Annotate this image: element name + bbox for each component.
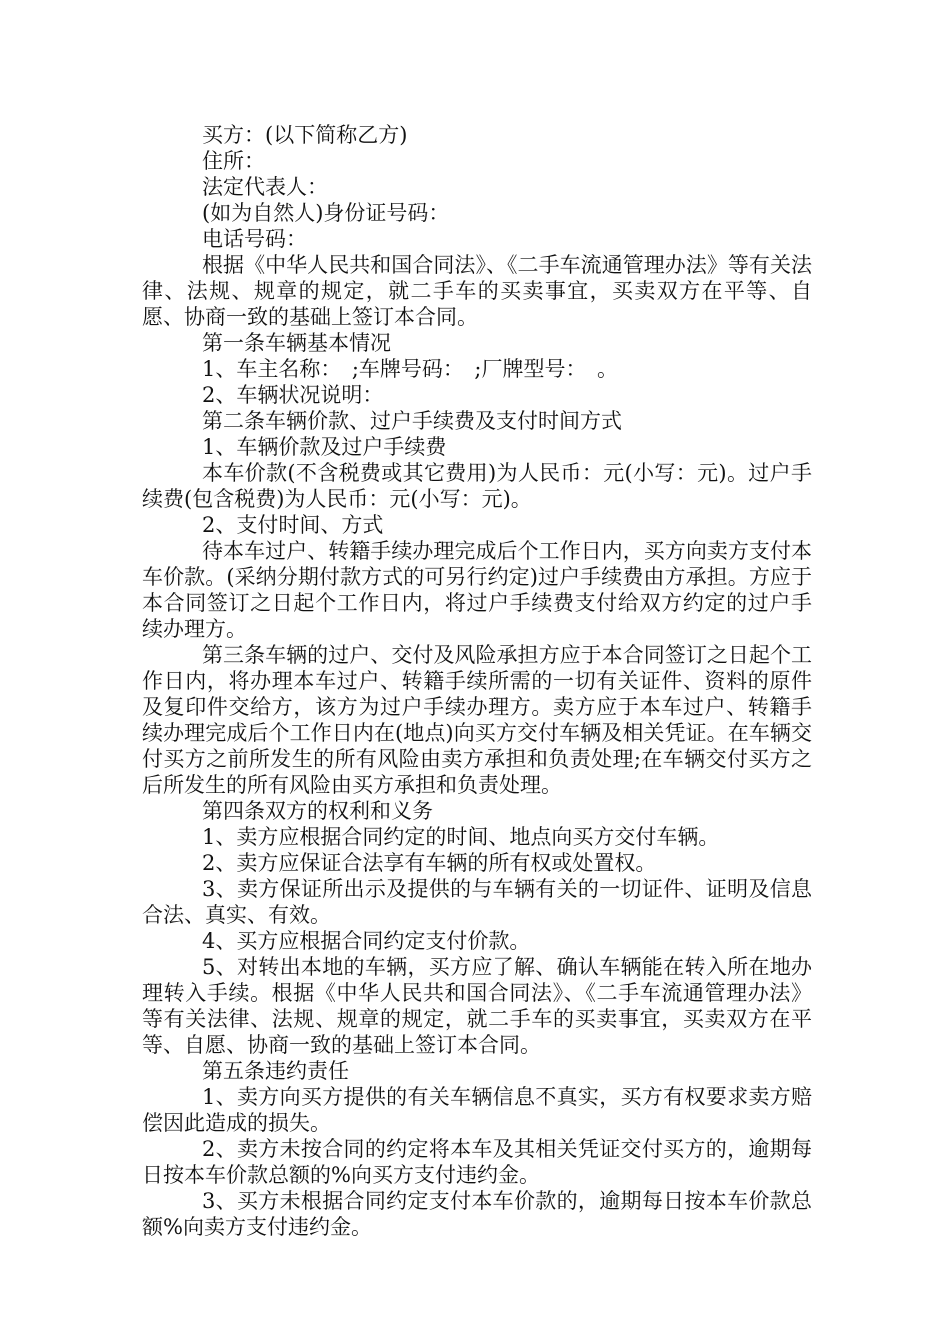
contract-page bbox=[142, 122, 812, 1240]
article-1-item-2: 2、车辆状况说明： bbox=[202, 383, 384, 407]
payment-paragraph: 待本车过户、转籍手续办理完成后个工作日内，买方向卖方支付本车价款。(采纳分期付款方式的可另行约定)过户手续费由方承担。方应于本合同签订之日起个工作日内，将过户手续费支付给双方约定的过户手续办理方。 bbox=[142, 539, 812, 641]
article-2-item-1: 1、车辆价款及过户手续费 bbox=[202, 435, 447, 459]
article-1-heading: 第一条车辆基本情况 bbox=[202, 331, 391, 355]
article-4-item-1: 1、卖方应根据合同约定的时间、地点向买方交付车辆。 bbox=[202, 825, 720, 849]
article-1-item-1: 1、车主名称： ;车牌号码： ;厂牌型号： 。 bbox=[202, 357, 619, 381]
article-5-item-2: 2、卖方未按合同的约定将本车及其相关凭证交付买方的，逾期每日按本车价款总额的%向买方支付违约金。 bbox=[142, 1137, 812, 1187]
id-number-line: (如为自然人)身份证号码： bbox=[202, 201, 450, 225]
article-5-item-1: 1、卖方向买方提供的有关车辆信息不真实，买方有权要求卖方赔偿因此造成的损失。 bbox=[142, 1085, 812, 1135]
preamble-paragraph: 根据《中华人民共和国合同法》、《二手车流通管理办法》等有关法律、法规、规章的规定，就二手车的买卖事宜，买卖双方在平等、自愿、协商一致的基础上签订本合同。 bbox=[142, 253, 812, 329]
article-5-item-3: 3、买方未根据合同约定支付本车价款的，逾期每日按本车价款总额%向卖方支付违约金。 bbox=[142, 1189, 812, 1239]
article-4-item-5: 5、对转出本地的车辆，买方应了解、确认车辆能在转入所在地办理转入手续。根据《中华人民共和国合同法》、《二手车流通管理办法》等有关法律、法规、规章的规定，就二手车的买卖事宜，买卖双方在平等、自愿、协商一致的基础上签订本合同。 bbox=[142, 955, 812, 1057]
article-2-heading: 第二条车辆价款、过户手续费及支付时间方式 bbox=[202, 409, 622, 433]
article-3-paragraph: 第三条车辆的过户、交付及风险承担方应于本合同签订之日起个工作日内，将办理本车过户、转籍手续所需的一切有关证件、资料的原件及复印件交给方，该方为过户手续办理方。卖方应于本车过户、转籍手续办理完成后个工作日内在(地点)向买方交付车辆及相关凭证。在车辆交付买方之前所发生的所有风险由卖方承担和负责处理;在车辆交付买方之后所发生的所有风险由买方承担和负责处理。 bbox=[142, 643, 812, 797]
article-2-item-2: 2、支付时间、方式 bbox=[202, 513, 384, 537]
article-4-item-2: 2、卖方应保证合法享有车辆的所有权或处置权。 bbox=[202, 851, 657, 875]
phone-line: 电话号码： bbox=[202, 227, 307, 251]
legal-representative-line: 法定代表人： bbox=[202, 175, 328, 199]
buyer-line: 买方：(以下简称乙方) bbox=[202, 123, 408, 147]
address-line: 住所： bbox=[202, 149, 265, 173]
price-paragraph: 本车价款(不含税费或其它费用)为人民币：元(小写：元)。过户手续费(包含税费)为人民币：元(小写：元)。 bbox=[142, 461, 812, 511]
article-4-heading: 第四条双方的权利和义务 bbox=[202, 799, 433, 823]
article-4-item-4: 4、买方应根据合同约定支付价款。 bbox=[202, 929, 531, 953]
article-5-heading: 第五条违约责任 bbox=[202, 1059, 349, 1083]
article-4-item-3: 3、卖方保证所出示及提供的与车辆有关的一切证件、证明及信息合法、真实、有效。 bbox=[142, 877, 812, 927]
